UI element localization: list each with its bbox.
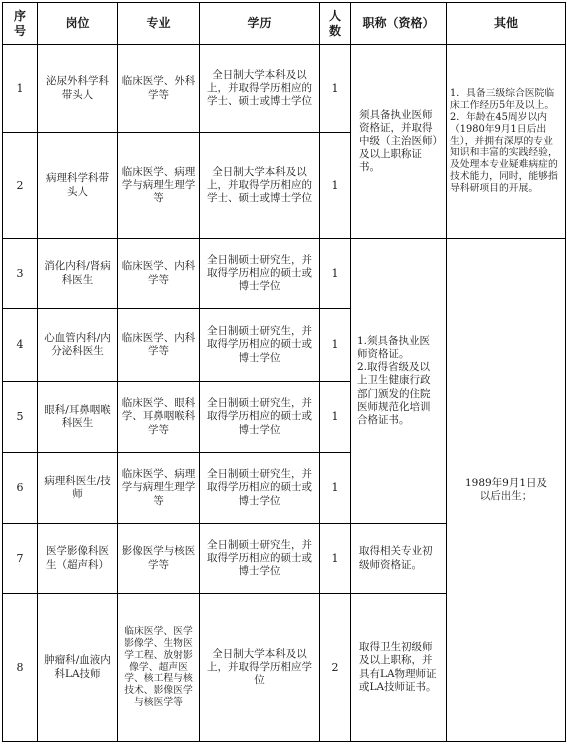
header-position: 岗位: [38, 3, 118, 45]
title-requirement-1-2: 须具备执业医师资格证，并取得中级（主治医师）及以上职称证书。: [351, 45, 447, 239]
row-position: 医学影像科医生（超声科）: [38, 524, 118, 594]
row-no: 8: [3, 594, 38, 742]
recruitment-table: [2, 2, 566, 742]
row-no: 4: [3, 309, 38, 382]
row-position: 消化内科/肾病科医生: [38, 239, 118, 309]
row-education: 全日制硕士研究生，并取得学历相应的硕士或博士学位: [200, 453, 320, 524]
row-position: 病理科医生/技师: [38, 453, 118, 524]
row-count: 1: [320, 524, 351, 594]
row-count: 1: [320, 239, 351, 309]
row-major: 临床医学、眼科学、耳鼻咽喉科学等: [118, 382, 200, 453]
title-requirement-3-6: 1.须具备执业医师资格证。 2.取得省级及以上卫生健康行政部门颁发的住院医师规范化培训合格证书。: [351, 239, 447, 524]
header-other: 其他: [447, 3, 566, 45]
row-count: 1: [320, 309, 351, 382]
other-requirement-1-2: 1．具备三级综合医院临床工作经历5年及以上。 2．年龄在45周岁以内（1980年9月1日后出生），并拥有深厚的专业知识和丰富的实践经验，及处理本专业疑难病症的技术能力，同时，能够指导科研项目的开展。: [447, 45, 566, 239]
row-major: 临床医学、外科学等: [118, 45, 200, 133]
row-no: 1: [3, 45, 38, 133]
title-requirement-8: 取得卫生初级师及以上职称，并具有LA物理师证或LA技师证书。: [351, 594, 447, 742]
row-major: 临床医学、医学影像学、生物医学工程、放射影像学、超声医学、核工程与核技术、影像医学与核医学等: [118, 594, 200, 742]
row-major: 临床医学、病理学与病理生理学等: [118, 453, 200, 524]
table-row: [3, 239, 566, 309]
row-no: 6: [3, 453, 38, 524]
row-position: 肿瘤科/血液内科LA技师: [38, 594, 118, 742]
row-position: 心血管内科/内分泌科医生: [38, 309, 118, 382]
row-count: 2: [320, 594, 351, 742]
row-education: 全日制硕士研究生，并取得学历相应的硕士或博士学位: [200, 309, 320, 382]
row-education: 全日制硕士研究生，并取得学历相应的硕士或博士学位: [200, 382, 320, 453]
other-requirement-3-8: 1989年9月1日及以后出生；: [447, 239, 566, 742]
row-education: 全日制硕士研究生，并取得学历相应的硕士或博士学位: [200, 524, 320, 594]
row-count: 1: [320, 45, 351, 133]
row-major: 临床医学、内科学等: [118, 239, 200, 309]
table-row: [3, 45, 566, 133]
header-no: 序号: [3, 3, 38, 45]
header-major: 专业: [118, 3, 200, 45]
row-position: 病理科学科带头人: [38, 133, 118, 239]
row-no: 2: [3, 133, 38, 239]
header-row: [3, 3, 566, 45]
row-major: 临床医学、病理学与病理生理学等: [118, 133, 200, 239]
row-position: 泌尿外科学科带头人: [38, 45, 118, 133]
row-education: 全日制大学本科及以上，并取得学历相应的学士、硕士或博士学位: [200, 45, 320, 133]
row-no: 7: [3, 524, 38, 594]
row-education: 全日制大学本科及以上，并取得学历相应的学士、硕士或博士学位: [200, 133, 320, 239]
row-no: 3: [3, 239, 38, 309]
row-count: 1: [320, 382, 351, 453]
header-education: 学历: [200, 3, 320, 45]
row-major: 临床医学、内科学等: [118, 309, 200, 382]
row-major: 影像医学与核医学等: [118, 524, 200, 594]
header-count: 人数: [320, 3, 351, 45]
row-education: 全日制硕士研究生，并取得学历相应的硕士或博士学位: [200, 239, 320, 309]
row-education: 全日制大学本科及以上，并取得学历相应学位: [200, 594, 320, 742]
row-position: 眼科/耳鼻咽喉科医生: [38, 382, 118, 453]
title-requirement-7: 取得相关专业初级师资格证。: [351, 524, 447, 594]
header-title: 职称（资格）: [351, 3, 447, 45]
row-count: 1: [320, 453, 351, 524]
row-count: 1: [320, 133, 351, 239]
row-no: 5: [3, 382, 38, 453]
